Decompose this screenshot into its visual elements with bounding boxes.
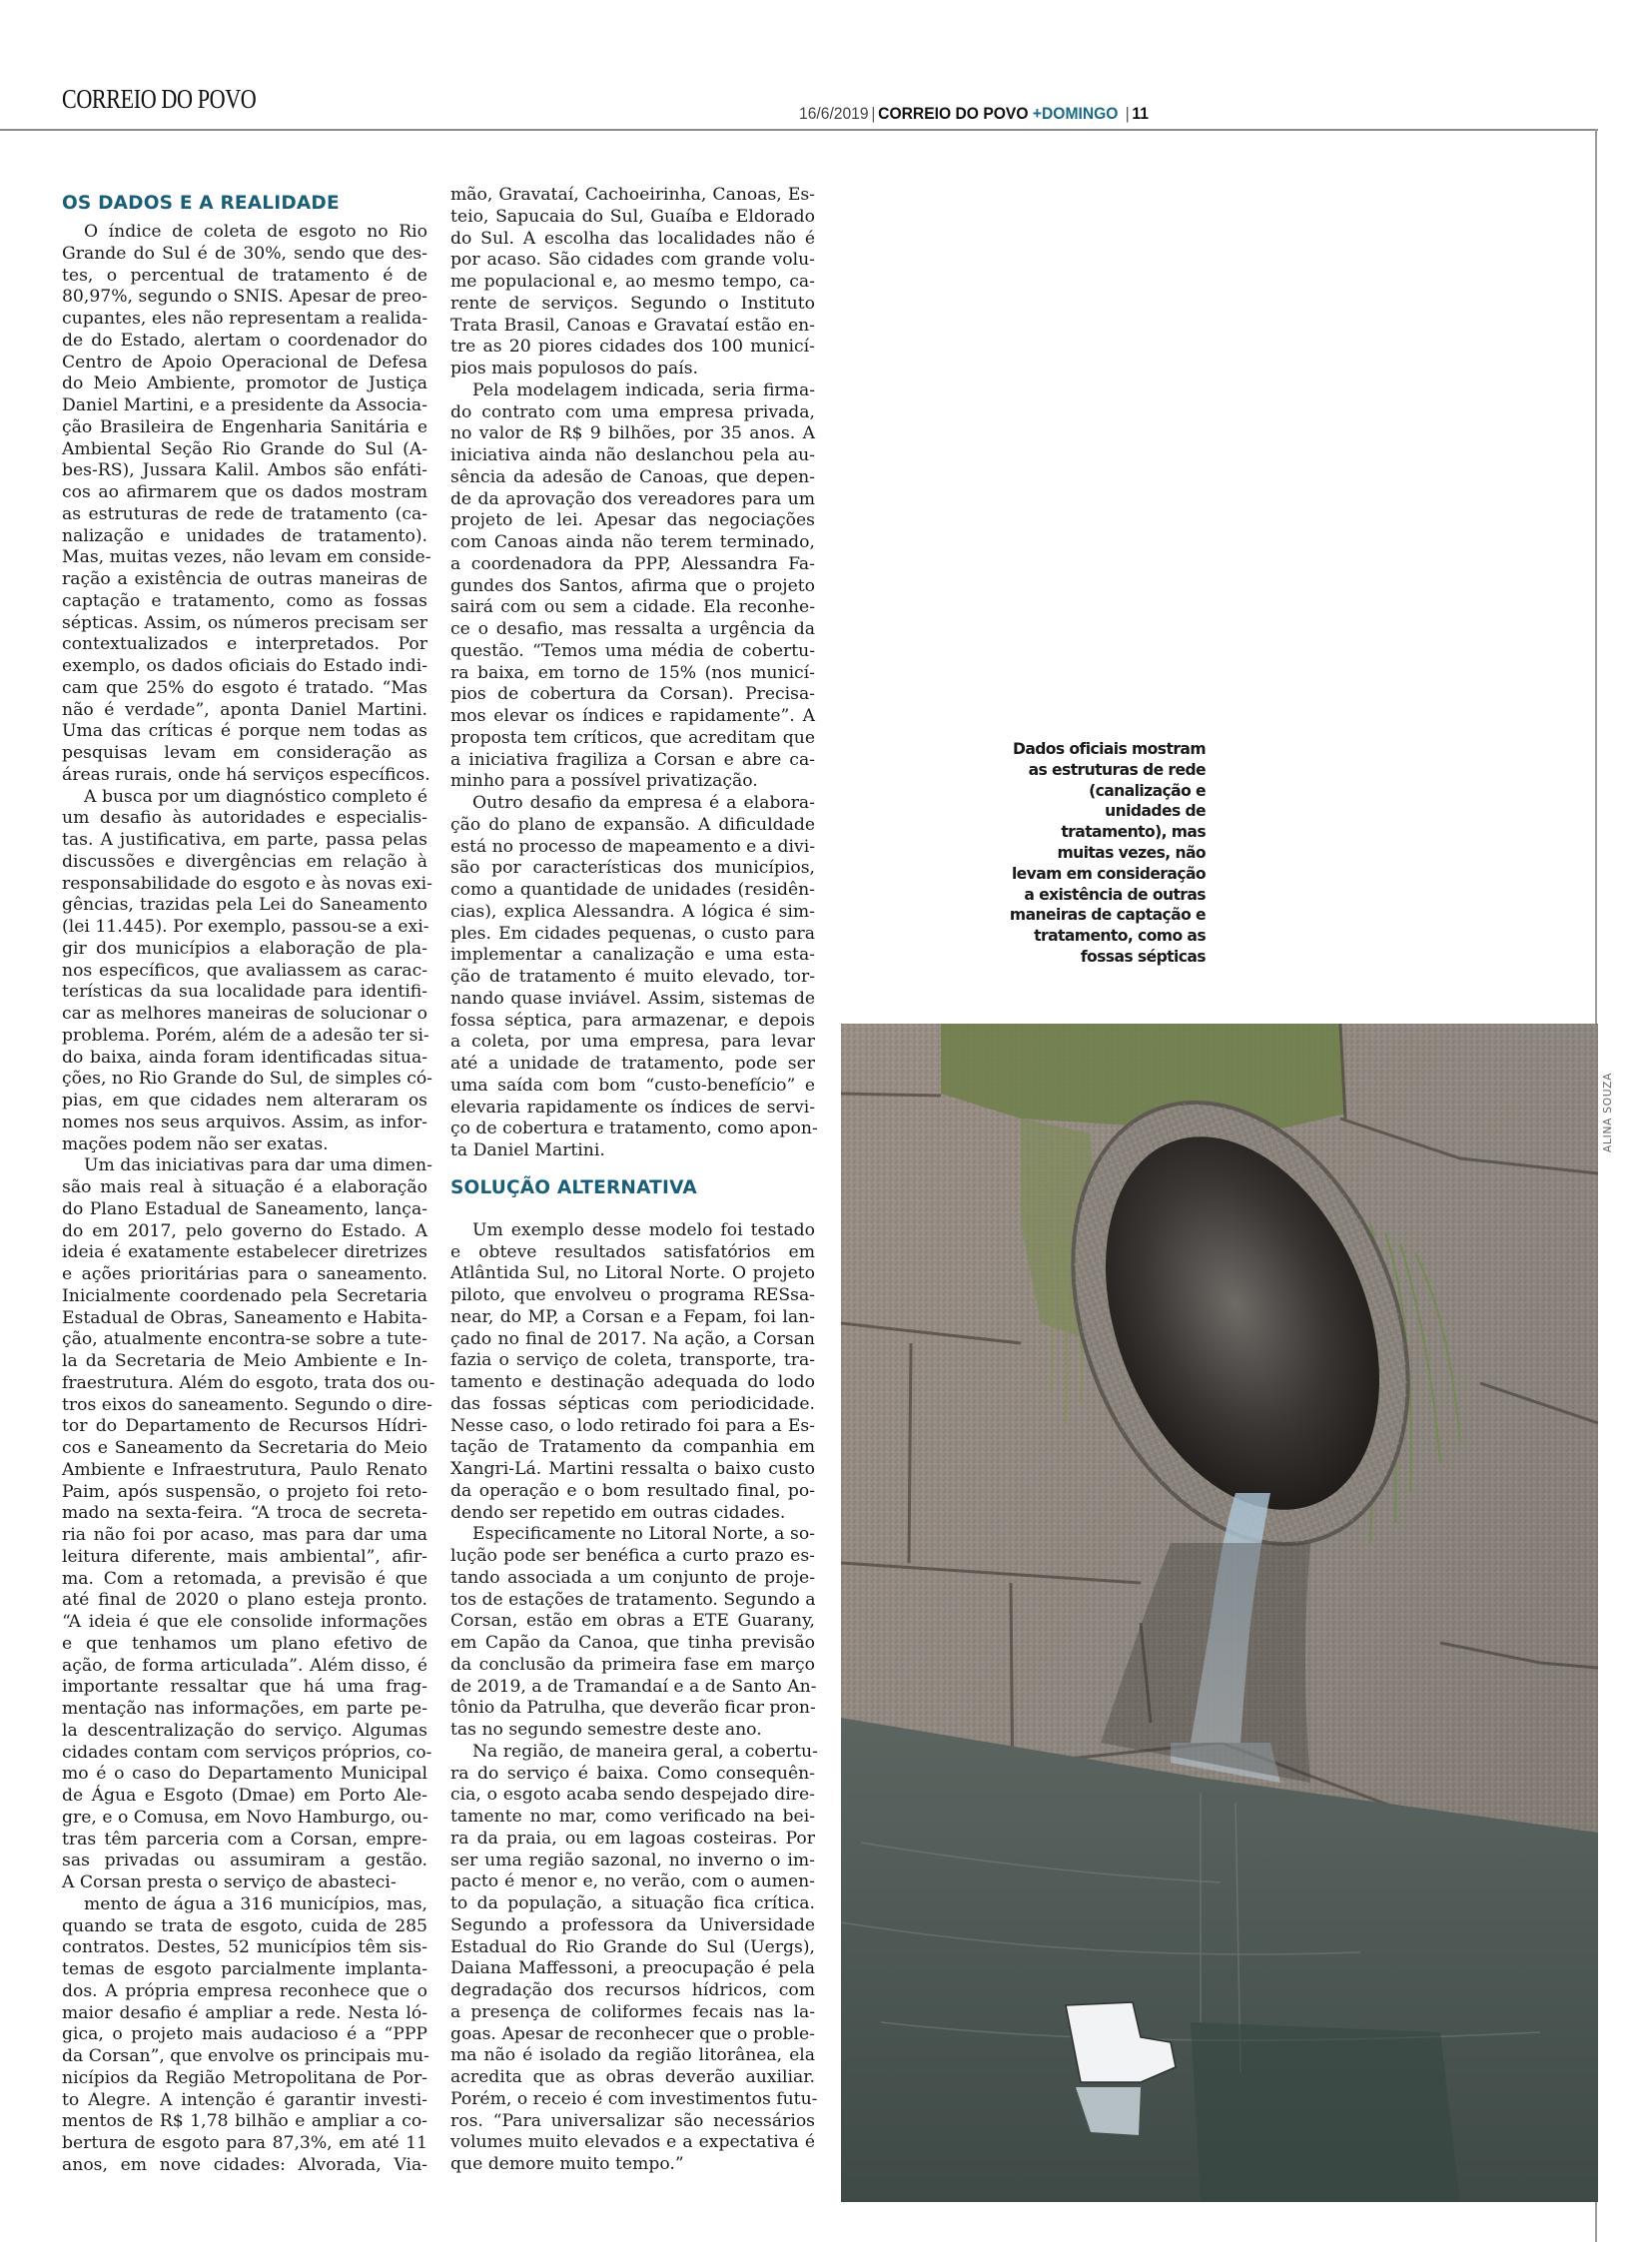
text-line: até a unidade de tratamento, pode ser [450, 1054, 815, 1074]
text-line: Estadual do Rio Grande do Sul (Uergs), [450, 1936, 815, 1957]
text-line: gências, trazidas pela Lei do Saneamento [62, 895, 427, 916]
text-line: terísticas da sua localidade para identifi- [62, 982, 427, 1003]
caption-line: fossas sépticas [1080, 947, 1206, 966]
text-line: çado no final de 2017. Na ação, a Corsan [450, 1328, 815, 1349]
text-line: uma saída com bom “custo-benefício” e [450, 1075, 815, 1096]
caption-line: maneiras de captação e [1009, 906, 1206, 925]
text-line: volumes muito elevados e a expectativa é [450, 2132, 815, 2153]
text-line: do contrato com uma empresa privada, [450, 401, 815, 422]
text-line: sas privadas ou assumiram a gestão. [62, 1851, 427, 1871]
text-line: anos, em nove cidades: Alvorada, Via- [62, 2154, 427, 2175]
text-line: leitura diferente, mais ambiental”, afir- [62, 1546, 427, 1567]
text-line: são mais real à situação é a elaboração [62, 1177, 427, 1197]
text-line: como a quantidade de unidades (residên- [450, 880, 815, 900]
text-line: de do Estado, alertam o coordenador do [62, 330, 427, 351]
text-line: acredita que as obras deverão auxiliar. [450, 2067, 815, 2087]
text-line: A Corsan presta o serviço de abasteci- [62, 1872, 397, 1892]
text-line: bertura de esgoto para 87,3%, em até 11 [62, 2133, 427, 2153]
text-line: Ambiente e Infraestrutura, Paulo Renato [62, 1459, 427, 1480]
text-line: minho para a possível privatização. [450, 771, 758, 792]
text-line: até final de 2020 o plano esteja pronto. [62, 1590, 427, 1611]
text-line: fraestrutura. Além do esgoto, trata dos ou- [62, 1372, 435, 1393]
issue-date: 16/6/2019 [799, 104, 869, 123]
article-photo [841, 1024, 1598, 2202]
caption-line: a existência de outras [1024, 885, 1206, 904]
caption-line: levam em consideração [1011, 864, 1206, 883]
text-line: Corsan, estão em obras a ETE Guarany, [450, 1611, 815, 1632]
text-line: dos. A própria empresa reconhece que o [62, 1980, 427, 2001]
text-line: tras têm parceria com a Corsan, empre- [62, 1829, 427, 1850]
section-heading-solucao: SOLUÇÃO ALTERNATIVA [450, 1176, 697, 1198]
text-line: tando associada a um conjunto de proje- [450, 1567, 815, 1588]
text-line: ma. Com a retomada, a previsão é que [62, 1568, 427, 1589]
photo-credit-container [1602, 1072, 1616, 1152]
middle-column-part-b [450, 1219, 818, 2176]
text-line: um desafio às autoridades e especialis- [62, 808, 427, 829]
text-line: sépticas. Assim, os números precisam ser [62, 612, 427, 633]
text-line: ros. “Para universalizar são necessários [450, 2110, 815, 2131]
text-line: 80,97%, segundo o SNIS. Apesar de preo- [62, 287, 427, 308]
paper-name: CORREIO DO POVO [878, 104, 1029, 123]
text-line: la da Secretaria de Meio Ambiente e In- [62, 1351, 427, 1371]
text-line: gre, e o Comusa, em Novo Hamburgo, ou- [62, 1807, 428, 1828]
photo-credit: ALINA SOUZA [1602, 1072, 1614, 1152]
text-line: áreas rurais, onde há serviços específicos. [62, 764, 430, 785]
text-line: sência da adesão de Canoas, que depen- [450, 466, 815, 487]
text-line: exemplo, os dados oficiais do Estado indi- [62, 656, 427, 676]
text-line: mão, Gravataí, Cachoeirinha, Canoas, Es- [450, 185, 815, 205]
text-line: questão. “Temos uma média de cobertu- [450, 640, 815, 661]
text-line: ra da praia, ou em lagoas costeiras. Por [450, 1828, 815, 1849]
text-line: da operação e o bom resultado final, po- [450, 1480, 815, 1501]
section-heading-os-dados: OS DADOS E A REALIDADE [62, 193, 340, 214]
text-line: mações podem não ser exatas. [62, 1133, 329, 1154]
text-line: do Plano Estadual de Saneamento, lança- [62, 1198, 427, 1219]
caption-line: muitas vezes, não [1057, 843, 1206, 862]
text-line: tre as 20 piores cidades dos 100 municí- [450, 337, 815, 358]
text-line: mo é o caso do Departamento Municipal [62, 1764, 427, 1785]
text-line: ções, no Rio Grande do Sul, de simples có- [62, 1069, 432, 1090]
text-line: gir dos municípios a elaboração de pla- [62, 938, 427, 959]
text-line: Um das iniciativas para dar uma dimen- [84, 1155, 432, 1176]
text-line: ta Daniel Martini. [450, 1140, 605, 1160]
caption-line: as estruturas de rede [1028, 760, 1206, 779]
text-line: cupantes, eles não representam a realida- [62, 309, 428, 329]
article-column-left [62, 222, 435, 2177]
text-line: pios mais populosos do país. [450, 359, 699, 378]
text-line: importante ressaltar que há uma frag- [62, 1677, 427, 1698]
text-line: implementar a canalização e uma esta- [450, 945, 815, 966]
text-line: ção do plano de expansão. A dificuldade [450, 814, 815, 835]
text-line: Daniel Martini, e a presidente da Associa- [62, 395, 427, 415]
page-number: 11 [1132, 104, 1149, 123]
caption-line: tratamento, como as [1034, 927, 1206, 946]
text-line: tos de estações de tratamento. Segundo a [450, 1589, 816, 1610]
text-line: tas. A justificativa, em parte, passa pelas [62, 830, 427, 850]
text-line: ples. Em cidades pequenas, o custo para [450, 923, 815, 944]
text-line: ria não foi por acaso, mas para dar uma [62, 1525, 427, 1545]
text-line: temas de esgoto parcialmente implanta- [62, 1959, 427, 1979]
text-line: fossa séptica, para armazenar, e depois [450, 1010, 815, 1031]
text-line: a coordenadora da PPP, Alessandra Fa- [450, 553, 815, 574]
text-line: tamente no mar, como verificado na bei- [450, 1807, 815, 1827]
text-line: Centro de Apoio Operacional de Defesa [62, 352, 427, 373]
text-line: Estadual de Obras, Saneamento e Habita- [62, 1307, 427, 1328]
text-line: nando quase inviável. Assim, sistemas de [450, 988, 815, 1009]
text-line: problema. Porém, além de a adesão ter si- [62, 1025, 429, 1046]
text-line: ção Brasileira de Engenharia Sanitária e [62, 416, 427, 437]
text-line: rente de serviços. Segundo o Instituto [450, 293, 815, 314]
text-line: Uma das críticas é porque nem todas as [62, 721, 427, 742]
text-line: pias, em que cidades nem alteraram os [62, 1091, 427, 1111]
text-line: Grande do Sul é de 30%, sendo que des- [62, 243, 427, 264]
text-line: gundes dos Santos, afirma que o projeto [450, 575, 815, 596]
caption-line: tratamento), mas [1061, 823, 1206, 842]
middle-column-part-a [450, 185, 818, 1162]
text-line: ção, atualmente encontra-se sobre a tute- [62, 1329, 427, 1350]
text-line: to da população, a situação fica crítica. [450, 1893, 815, 1913]
header-rule [0, 129, 1598, 131]
text-line: pesquisas levam em consideração as [62, 743, 427, 763]
text-line: Paim, após suspensão, o projeto foi reto- [62, 1481, 427, 1502]
text-line: tamento e destinação adequada do lodo [450, 1372, 815, 1392]
text-line: está no processo de mapeamento e a divi- [450, 836, 816, 857]
text-line: bes-RS), Jussara Kalil. Ambos são enfáti- [62, 460, 427, 481]
text-line: tas no segundo semestre deste ano. [450, 1720, 762, 1740]
text-line: Mas, muitas vezes, não levam em conside- [62, 547, 431, 568]
text-line: contratos. Destes, 52 municípios têm sis- [62, 1937, 427, 1958]
text-line: quando se trata de esgoto, cuida de 285 [62, 1915, 427, 1936]
text-line: do em 2017, pelo governo do Estado. A [62, 1220, 427, 1241]
text-line: la descentralização do serviço. Algumas [62, 1720, 427, 1741]
text-line: por acaso. São cidades com grande volu- [450, 250, 815, 271]
text-line: tros eixos do saneamento. Segundo o dire- [62, 1394, 432, 1415]
text-line: (lei 11.445). Por exemplo, passou-se a exi- [62, 917, 429, 937]
text-line: elevaria rapidamente os índices de servi- [450, 1097, 815, 1118]
text-line: projeto de lei. Apesar das negociações [450, 510, 815, 531]
text-line: discussões e divergências em relação à [62, 851, 427, 872]
text-line: e ações prioritárias para o saneamento. [62, 1264, 427, 1284]
text-line: cos ao afirmarem que os dados mostram [62, 482, 427, 502]
text-line: da conclusão da primeira fase em março [450, 1654, 815, 1675]
text-line: dendo ser repetido em outras cidades. [450, 1502, 786, 1523]
text-line: Daiana Maffessoni, a preocupação é pela [450, 1958, 815, 1979]
caption-line: (canalização e [1089, 781, 1206, 800]
text-line: Na região, de maneira geral, a cobertu- [472, 1741, 818, 1762]
text-line: Outro desafio da empresa é a elabora- [472, 793, 815, 813]
caption-line: Dados oficiais mostram [1012, 740, 1206, 758]
text-line: cam que 25% do esgoto é tratado. “Mas [62, 677, 427, 698]
text-line: Xangri-Lá. Martini ressalta o baixo custo [450, 1459, 815, 1479]
text-line: contextualizados e interpretados. Por [62, 634, 427, 655]
text-line: Especificamente no Litoral Norte, a so- [472, 1524, 815, 1545]
text-line: com Canoas ainda não terem terminado, [450, 532, 815, 552]
text-line: pacto é menor e, no verão, com o aumen- [450, 1871, 815, 1892]
drain-pipe-photo-illustration [841, 1024, 1598, 2202]
text-line: goas. Apesar de reconhecer que o proble- [450, 2023, 815, 2044]
text-line: ra baixa, em torno de 15% (nos municí- [450, 662, 815, 683]
text-line: to Alegre. A intenção é garantir investi- [62, 2089, 427, 2110]
text-line: maior desafio é ampliar a rede. Nesta ló- [62, 2002, 427, 2023]
text-line: ma não é isolado da região litorânea, ela [450, 2045, 815, 2066]
text-line: Nesse caso, o lodo retirado foi para a Es- [450, 1415, 815, 1436]
text-line: que demore muito tempo.” [450, 2154, 684, 2174]
text-line: Porém, o receio é com investimentos futu- [450, 2088, 818, 2109]
text-line: cia, o esgoto acaba sendo despejado dire- [450, 1785, 815, 1806]
text-line: ço de cobertura e tratamento, como apon- [450, 1119, 818, 1139]
text-line: A busca por um diagnóstico completo é [84, 786, 427, 807]
text-line: da Corsan”, que envolve os principais mu- [62, 2046, 429, 2066]
text-line: as estruturas de rede de tratamento (ca- [62, 503, 427, 524]
text-line: Trata Brasil, Canoas e Gravataí estão en- [450, 315, 815, 336]
text-line: Um exemplo desse modelo foi testado [472, 1219, 815, 1240]
text-line: cias), explica Alessandra. A lógica é sim- [450, 901, 815, 922]
text-line: me populacional e, ao mesmo tempo, ca- [450, 272, 815, 292]
text-line: mado na sexta-feira. “A troca de secreta- [62, 1503, 427, 1524]
text-line: lução pode ser benéfica a curto prazo es- [450, 1546, 815, 1566]
text-line: do Sul. A escolha das localidades não é [450, 228, 815, 249]
text-line: Segundo a professora da Universidade [450, 1914, 815, 1935]
text-line: ração a existência de outras maneiras de [62, 569, 427, 589]
text-line: sairá com ou sem a cidade. Ela reconhe- [450, 597, 815, 618]
section-name: +DOMINGO [1032, 104, 1119, 123]
text-line: mento de água a 316 municípios, mas, [84, 1893, 427, 1914]
text-line: não é verdade”, aponta Daniel Martini. [62, 699, 427, 720]
folio-separator: | [871, 104, 876, 123]
text-line: degradação dos recursos hídricos, com [450, 1980, 815, 2000]
text-line: nos específicos, que avaliassem as carac- [62, 960, 427, 981]
text-line: mentos de R$ 1,78 bilhão e ampliar a co- [62, 2111, 427, 2132]
text-line: nalização e unidades de tratamento). [62, 525, 427, 546]
text-line: a iniciativa fragiliza a Corsan e abre ca- [450, 749, 815, 770]
text-line: car as melhores maneiras de solucionar o [62, 1004, 427, 1024]
text-line: gica, o projeto mais audacioso é a “PPP [62, 2024, 427, 2045]
page-separator: | [1125, 104, 1130, 123]
article-column-middle [450, 185, 818, 2176]
text-line: tes, o percentual de tratamento é de [62, 265, 427, 286]
text-line: O índice de coleta de esgoto no Rio [84, 222, 427, 242]
text-line: ser uma região sazonal, no inverno o im- [450, 1850, 815, 1870]
text-line: nicípios da Região Metropolitana de Por- [62, 2067, 427, 2088]
text-line: captação e tratamento, como as fossas [62, 590, 427, 611]
text-line: Inicialmente coordenado pela Secretaria [62, 1285, 427, 1306]
text-line: piloto, que envolveu o programa RESsa- [450, 1285, 815, 1305]
text-line: mentação nas informações, em parte pe- [62, 1699, 427, 1719]
text-line: “A ideia é que ele consolide informações [62, 1612, 427, 1632]
text-line: ra do serviço é baixa. Como consequên- [450, 1763, 815, 1784]
text-line: mos elevar os índices e rapidamente”. A [450, 706, 815, 726]
text-line: são por características dos municípios, [450, 858, 815, 879]
text-line: responsabilidade do esgoto e às novas exi- [62, 873, 432, 894]
text-line: ce o desafio, mas ressalta a urgência da [450, 619, 815, 639]
text-line: ação, de forma articulada”. Além disso, é [62, 1655, 427, 1676]
text-line: e obteve resultados satisfatórios em [450, 1241, 815, 1262]
text-line: do Meio Ambiente, promotor de Justiça [62, 374, 427, 394]
text-line: de Água e Esgoto (Dmae) em Porto Ale- [62, 1786, 427, 1806]
text-line: Atlântida Sul, no Litoral Norte. O projeto [450, 1263, 815, 1284]
page-folio [799, 104, 1149, 124]
text-line: cidades contam com serviços próprios, co- [62, 1742, 432, 1763]
text-line: Ambiental Seção Rio Grande do Sul (A- [62, 438, 427, 459]
text-line: no valor de R$ 9 bilhões, por 35 anos. A [450, 423, 815, 444]
text-line: de da aprovação dos vereadores para um [450, 488, 815, 509]
text-line: das fossas sépticas com periodicidade. [450, 1393, 815, 1414]
text-line: a coleta, por uma empresa, para levar [450, 1032, 815, 1053]
text-line: pios de cobertura da Corsan). Precisa- [450, 684, 815, 705]
text-line: tação de Tratamento da companhia em [450, 1437, 815, 1458]
text-line: em Capão da Canoa, que tinha previsão [450, 1633, 815, 1653]
text-line: fazia o serviço de coleta, transporte, tra- [450, 1350, 815, 1371]
text-line: proposta tem críticos, que acreditam que [450, 727, 815, 748]
text-line: Pela modelagem indicada, seria firma- [472, 379, 815, 400]
text-line: teio, Sapucaia do Sul, Guaíba e Eldorado [450, 206, 815, 227]
text-line: do baixa, ainda foram identificadas situa- [62, 1047, 427, 1068]
text-line: tor do Departamento de Recursos Hídri- [62, 1416, 427, 1437]
text-line: tônio da Patrulha, que deverão ficar pron- [450, 1698, 816, 1719]
text-line: ideia é exatamente estabelecer diretrizes [62, 1242, 427, 1263]
text-line: de 2019, a de Tramandaí e a de Santo An- [450, 1676, 817, 1697]
text-line: near, do MP, a Corsan e a Fepam, foi lan- [450, 1306, 815, 1327]
photo-caption [979, 739, 1206, 968]
text-line: e que tenhamos um plano efetivo de [62, 1633, 427, 1654]
masthead-logo: CORREIO DO POVO [62, 84, 257, 114]
text-line: iniciativa ainda não deslanchou pela au- [450, 445, 815, 465]
caption-line: unidades de [1105, 802, 1206, 821]
text-line: ção de tratamento é muito elevado, tor- [450, 967, 815, 987]
text-line: nomes nos seus arquivos. Assim, as infor- [62, 1112, 427, 1132]
text-line: cos e Saneamento da Secretaria do Meio [62, 1438, 427, 1458]
text-line: a presença de coliformes fecais nas la- [450, 2001, 815, 2022]
